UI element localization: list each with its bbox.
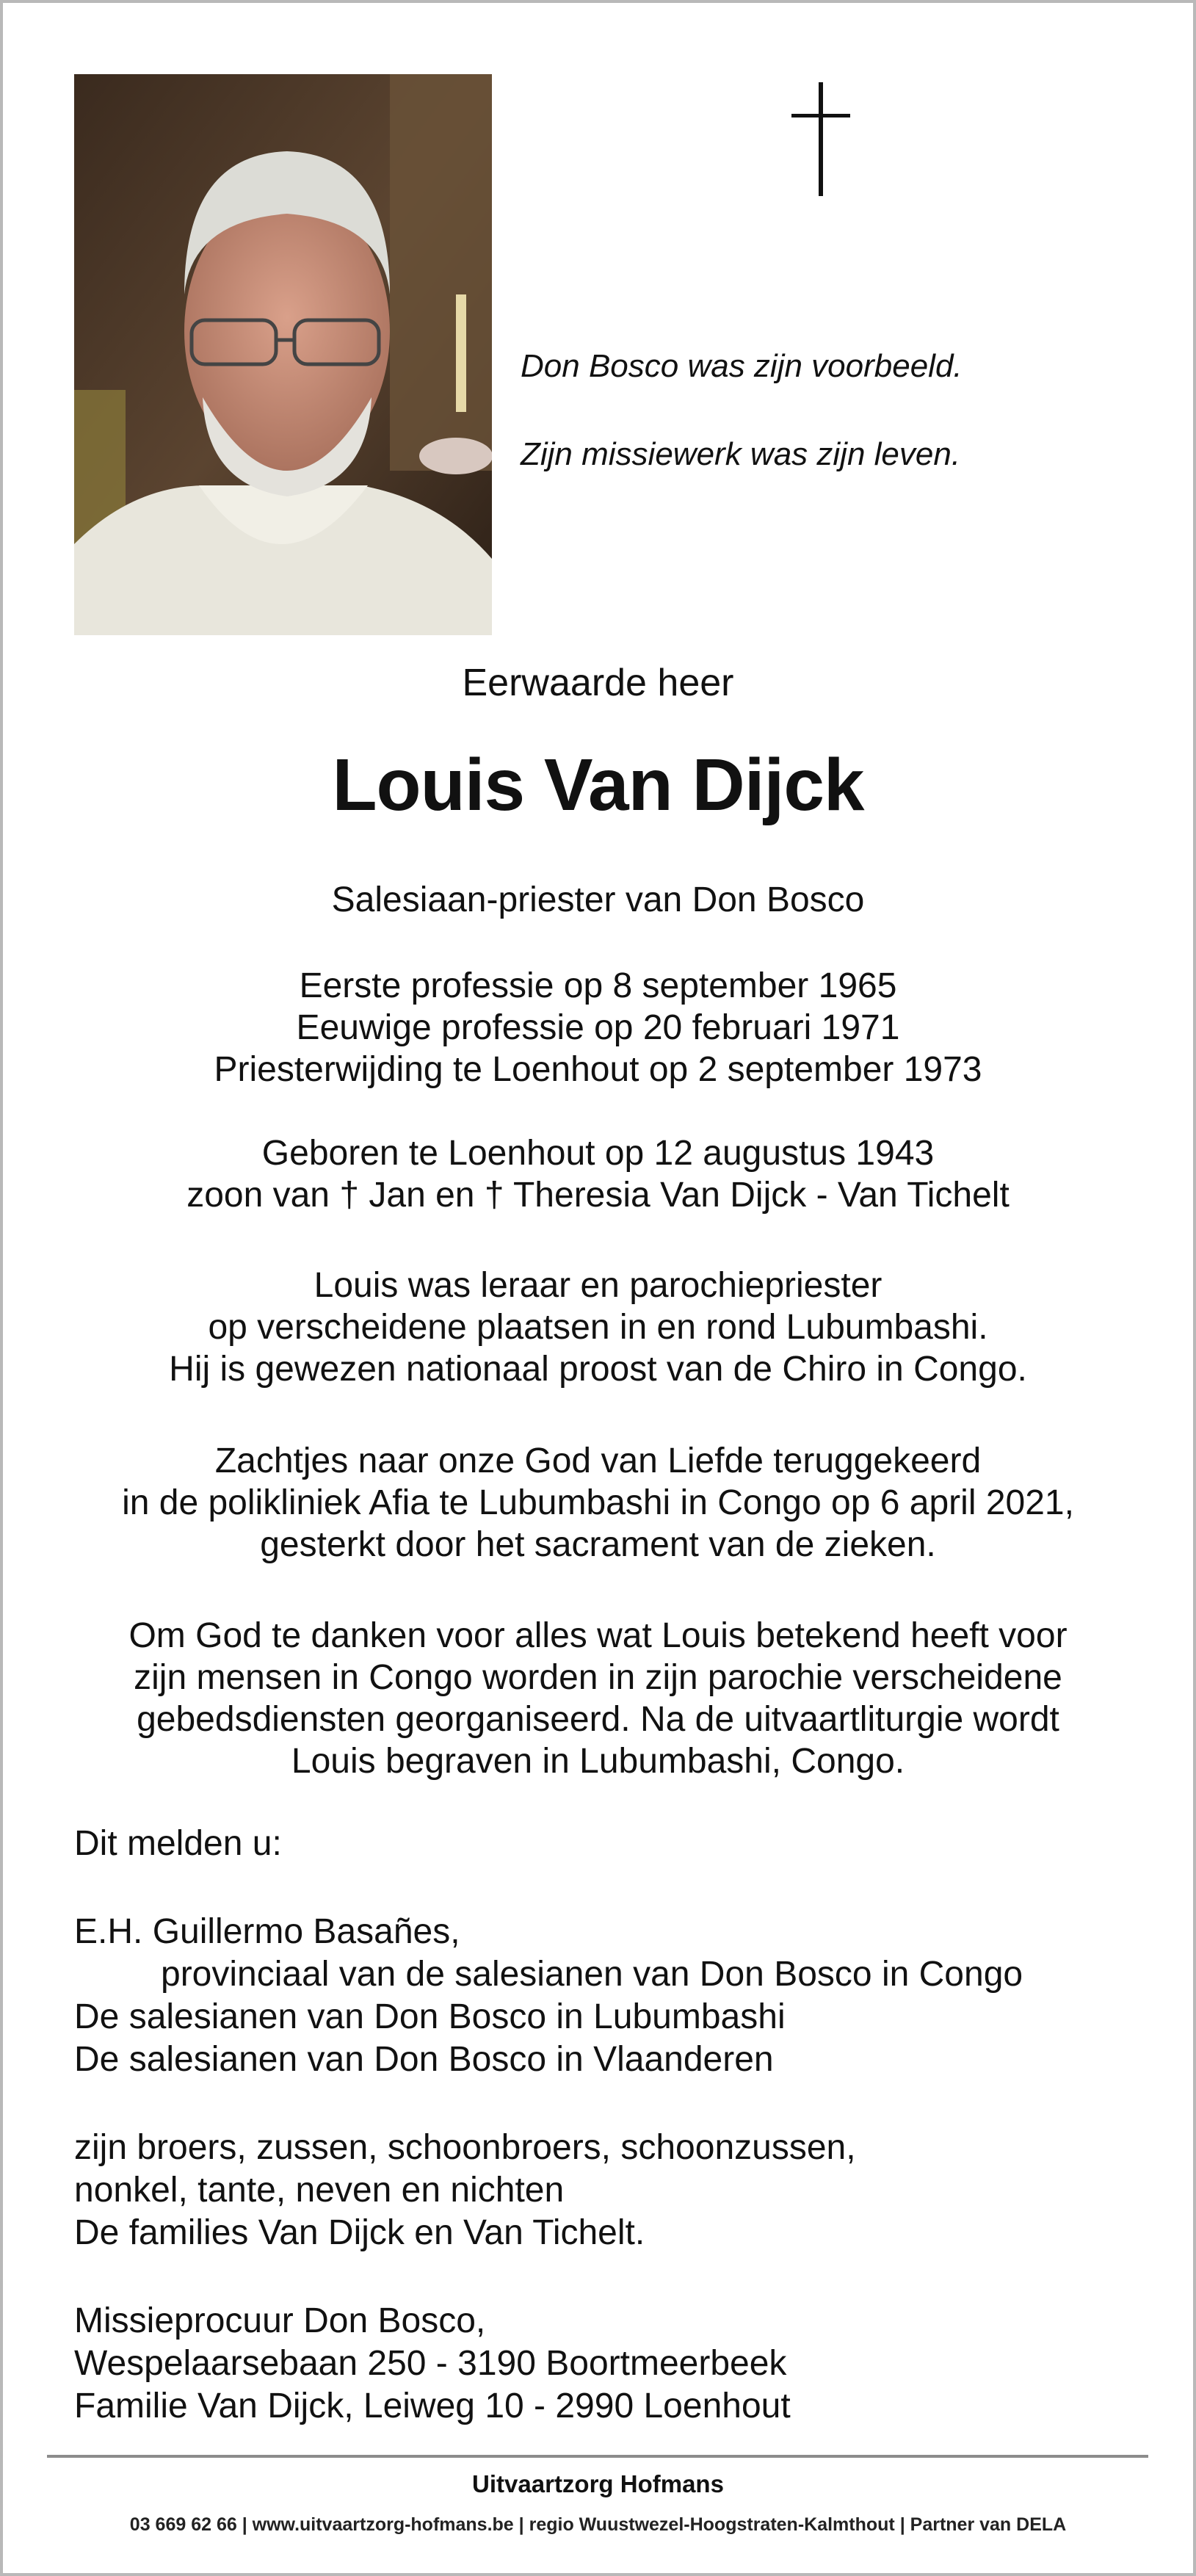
text-line: nonkel, tante, neven en nichten (74, 2171, 565, 2210)
services-block (3, 1615, 1193, 1782)
career-block (3, 1265, 1193, 1390)
text-line: De salesianen van Don Bosco in Vlaanderen (74, 2040, 774, 2079)
text-line: De salesianen van Don Bosco in Lubumbashi (74, 1997, 786, 2036)
portrait-image (74, 74, 492, 635)
text-line: zijn broers, zussen, schoonbroers, schoonzussen, (74, 2128, 856, 2167)
deceased-name: Louis Van Dijck (332, 744, 864, 826)
text-line: Om God te danken voor alles wat Louis betekend heeft voor (128, 1616, 1068, 1655)
text-line: Familie Van Dijck, Leiweg 10 - 2990 Loenhout (74, 2387, 791, 2425)
text-line: Louis begraven in Lubumbashi, Congo. (291, 1742, 905, 1781)
text-line: De families Van Dijck en Van Tichelt. (74, 2213, 645, 2252)
text-line: Hij is gewezen nationaal proost van de Chiro in Congo. (169, 1350, 1027, 1389)
text-line: Zachtjes naar onze God van Liefde teruggekeerd (214, 1441, 982, 1480)
death-block (3, 1440, 1193, 1566)
birth-block (3, 1132, 1193, 1216)
family-block (74, 2127, 1146, 2254)
text-line: gesterkt door het sacrament van de zieken. (260, 1525, 936, 1564)
footer-title: Uitvaartzorg Hofmans (472, 2470, 724, 2497)
subtitle: Salesiaan-priester van Don Bosco (331, 880, 865, 919)
text-line: zijn mensen in Congo worden in zijn parochie verscheidene (134, 1658, 1062, 1697)
text-line: Priesterwijding te Loenhout op 2 september 1973 (214, 1050, 982, 1089)
text-line: Geboren te Loenhout op 12 augustus 1943 (261, 1134, 935, 1173)
text-line: Eeuwige professie op 20 februari 1971 (296, 1008, 900, 1047)
quote-line: Don Bosco was zijn voorbeeld. (521, 348, 963, 384)
text-line: Wespelaarsebaan 250 - 3190 Boortmeerbeek (74, 2344, 787, 2383)
address-block (74, 2300, 1146, 2428)
announce-label: Dit melden u: (74, 1824, 282, 1863)
quote-line: Zijn missiewerk was zijn leven. (521, 436, 961, 472)
text-line: Missieprocuur Don Bosco, (74, 2301, 486, 2340)
text-line: in de polikliniek Afia te Lubumbashi in Congo op 6 april 2021, (122, 1483, 1074, 1522)
text-line: Eerste professie op 8 september 1965 (299, 966, 897, 1005)
text-line: provinciaal van de salesianen van Don Bosco in Congo (161, 1955, 1023, 1994)
text-line: Louis was leraar en parochiepriester (314, 1266, 882, 1305)
text-line: gebedsdiensten georganiseerd. Na de uitvaartliturgie wordt (137, 1700, 1059, 1739)
footer-contact: 03 669 62 66 | www.uitvaartzorg-hofmans.be | regio Wuustwezel-Hoogstraten-Kalmthout | Partner van DELA (129, 2514, 1067, 2535)
text-line: E.H. Guillermo Basañes, (74, 1912, 460, 1951)
cross-icon (791, 82, 850, 196)
honorific: Eerwaarde heer (462, 662, 734, 704)
professions-block (3, 965, 1193, 1090)
text-line: op verscheidene plaatsen in en rond Lubumbashi. (208, 1308, 988, 1347)
signers-block (74, 1911, 1146, 2081)
portrait-photo (74, 74, 492, 635)
footer-divider (47, 2455, 1148, 2458)
text-line: zoon van † Jan en † Theresia Van Dijck - Van Tichelt (186, 1176, 1010, 1215)
